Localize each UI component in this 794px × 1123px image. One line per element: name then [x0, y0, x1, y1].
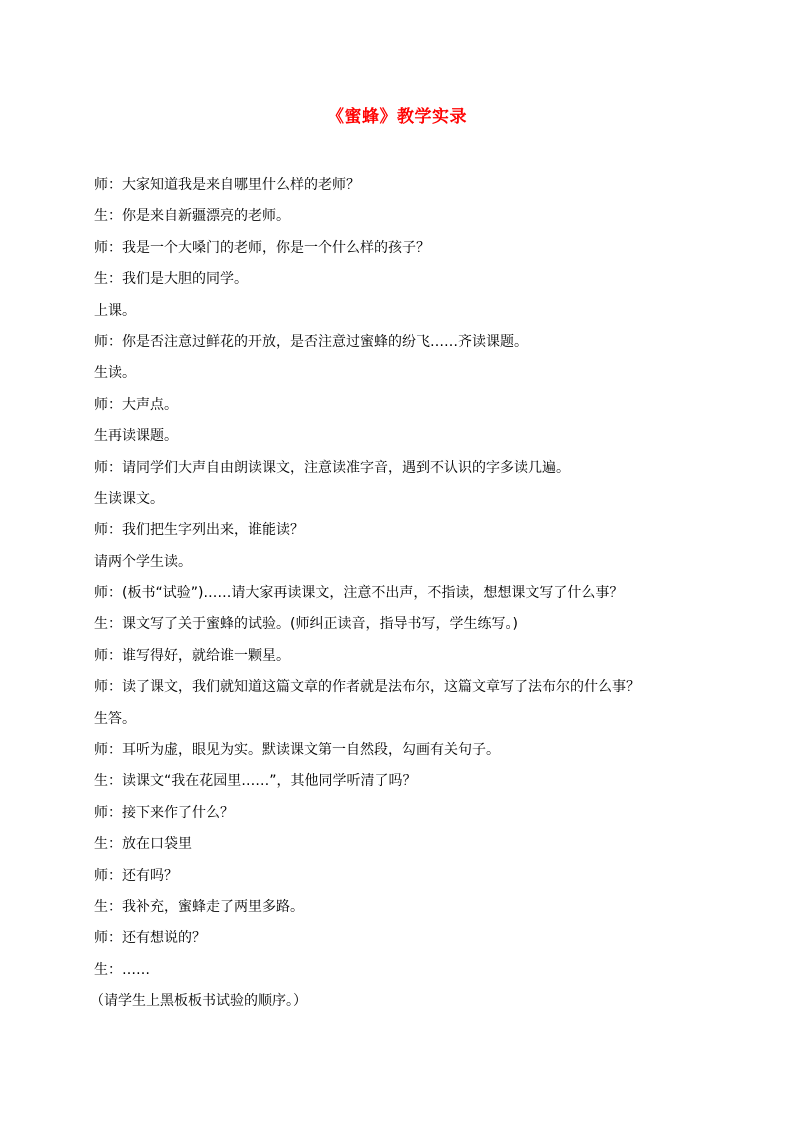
transcript-line: 生：我补充，蜜蜂走了两里多路。 — [94, 898, 304, 915]
transcript-line: 师：还有吗？ — [94, 867, 178, 884]
transcript-line: 师：谁写得好，就给谁一颗星。 — [94, 647, 290, 664]
transcript-note: （请学生上黑板板书试验的顺序。） — [90, 993, 307, 1010]
transcript-line: 上课。 — [94, 302, 136, 319]
transcript-line: 师：你是否注意过鲜花的开放，是否注意过蜜蜂的纷飞……齐读课题。 — [94, 333, 528, 350]
transcript-line: 生：你是来自新疆漂亮的老师。 — [94, 208, 290, 225]
transcript-line: 生读。 — [94, 365, 136, 382]
transcript-line: 生：我们是大胆的同学。 — [94, 271, 248, 288]
transcript-line: 师：大声点。 — [94, 396, 178, 413]
transcript-line: 师：(板书“试验”)……请大家再读课文，注意不出声，不指读，想想课文写了什么事？ — [94, 585, 624, 602]
transcript-line: 师：我们把生字列出来，谁能读？ — [94, 522, 304, 539]
transcript-line: 师：耳听为虚，眼见为实。默读课文第一自然段，勾画有关句子。 — [94, 742, 500, 759]
transcript-line: 生再读课题。 — [94, 428, 178, 445]
transcript-line: 师：还有想说的？ — [94, 930, 206, 947]
transcript-line: 生：…… — [94, 961, 150, 978]
transcript-line: 师：我是一个大嗓门的老师，你是一个什么样的孩子？ — [94, 239, 430, 256]
transcript-line: 师：接下来作了什么？ — [94, 804, 234, 821]
transcript-line: 生答。 — [94, 710, 136, 727]
transcript-line: 生：课文写了关于蜜蜂的试验。(师纠正读音，指导书写，学生练写。) — [94, 616, 518, 633]
transcript-line: 师：读了课文，我们就知道这篇文章的作者就是法布尔，这篇文章写了法布尔的什么事？ — [94, 679, 640, 696]
transcript-body — [90, 172, 714, 1020]
transcript-line: 请两个学生读。 — [94, 553, 192, 570]
transcript-line: 生：读课文“我在花园里……”，其他同学听清了吗？ — [94, 773, 417, 790]
document-title: 《蜜蜂》教学实录 — [327, 107, 467, 127]
transcript-line: 生：放在口袋里 — [94, 836, 192, 853]
transcript-line: 师：请同学们大声自由朗读课文，注意读准字音，遇到不认识的字多读几遍。 — [94, 459, 570, 476]
transcript-line: 生读课文。 — [94, 490, 164, 507]
transcript-line: 师：大家知道我是来自哪里什么样的老师？ — [94, 177, 360, 193]
